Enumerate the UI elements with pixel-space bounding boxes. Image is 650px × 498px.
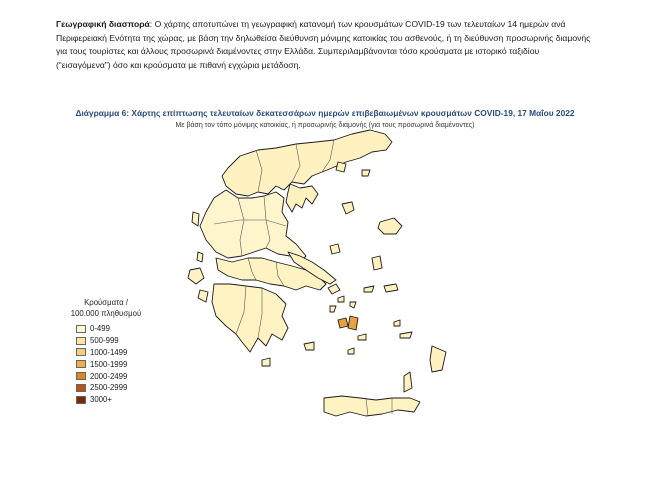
region-chios [372, 256, 382, 270]
legend-item [76, 382, 154, 394]
region-paros [338, 318, 348, 328]
legend-swatch [76, 384, 86, 392]
region-macedonia-thrace [222, 130, 392, 196]
intro-text: : Ο χάρτης αποτυπώνει τη γεωγραφική κατανομή των κρουσμάτων COVID-19 των τελευταίων 14 ημερών ανά Περιφερειακή Ενότητα της χώρας, με βάση την δηλωθείσα διεύθυνση μόνιμης κατοικίας του ασθενούς, ή τη διεύθυνση προσωρινής διαμονής για τους τουρίστες και άλλους προσωρινά διαμένοντες στην Ελλάδα. Συμπεριλαμβάνονται τόσο κρούσματα με ιστορικό ταξιδίου (“εισαγόμενα”) όσο και κρούσματα με πιθανή εγχώρια μετάδοση. [56, 19, 591, 70]
region-karpathos [404, 372, 412, 392]
legend-item [76, 335, 154, 347]
region-thasos [336, 162, 346, 172]
region-kalymnos [394, 320, 400, 326]
legend-items [76, 323, 154, 406]
intro-heading: Γεωγραφική διασπορά [56, 19, 150, 29]
region-peloponnese [212, 284, 288, 352]
region-mykonos [350, 302, 356, 308]
legend-item [76, 347, 154, 359]
legend-swatch [76, 360, 86, 368]
region-syros [330, 306, 336, 312]
region-andros [328, 284, 340, 294]
legend-title-line2: 100.000 πληθυσμού [70, 309, 142, 318]
region-ios-amorgos [358, 334, 366, 340]
region-corfu [192, 212, 199, 226]
region-kos [400, 332, 412, 338]
legend-item [76, 358, 154, 370]
region-naxos [348, 316, 358, 330]
legend-item [76, 370, 154, 382]
region-lefkada [197, 252, 203, 262]
legend-title-line1: Κρούσματα / [84, 298, 128, 307]
legend-swatch [76, 348, 86, 356]
legend-label: 2000-2499 [90, 371, 128, 381]
region-kefalonia [188, 268, 204, 284]
region-lesvos [378, 218, 402, 234]
figure-subtitle: Με βάση τον τόπο μόνιμης κατοικίας, ή προσωρινής διαμονής (για τους προσωρινά διαμένοντες) [175, 122, 475, 129]
legend-label: 3000+ [90, 395, 112, 405]
legend-item [76, 394, 154, 406]
legend-swatch [76, 372, 86, 380]
region-samothraki [362, 170, 370, 176]
region-chalkidiki [286, 184, 318, 212]
legend-label: 1500-1999 [90, 359, 128, 369]
region-rhodes [430, 346, 446, 372]
map-legend [58, 297, 154, 406]
figure-title: Διάγραμμα 6: Χάρτης επίπτωσης τελευταίων δεκατεσσάρων ημερών επιβεβαιωμένων κρουσμάτων COVID-19, 17 Μαΐου 2022 [75, 108, 575, 118]
legend-title [58, 297, 154, 319]
legend-item [76, 323, 154, 335]
region-skyros [330, 244, 340, 254]
legend-label: 500-999 [90, 336, 119, 346]
legend-label: 0-499 [90, 324, 110, 334]
region-samos [384, 284, 398, 292]
legend-label: 2500-2999 [90, 383, 128, 393]
legend-swatch [76, 396, 86, 404]
region-tinos [338, 296, 344, 302]
legend-label: 1000-1499 [90, 347, 128, 357]
region-zakynthos [198, 290, 208, 302]
region-santorini [348, 348, 354, 354]
region-ikaria [364, 286, 374, 292]
region-crete [324, 396, 420, 416]
legend-swatch [76, 337, 86, 345]
legend-swatch [76, 325, 86, 333]
region-milos [304, 342, 314, 350]
region-lemnos [342, 202, 354, 214]
region-kythira [262, 358, 270, 366]
